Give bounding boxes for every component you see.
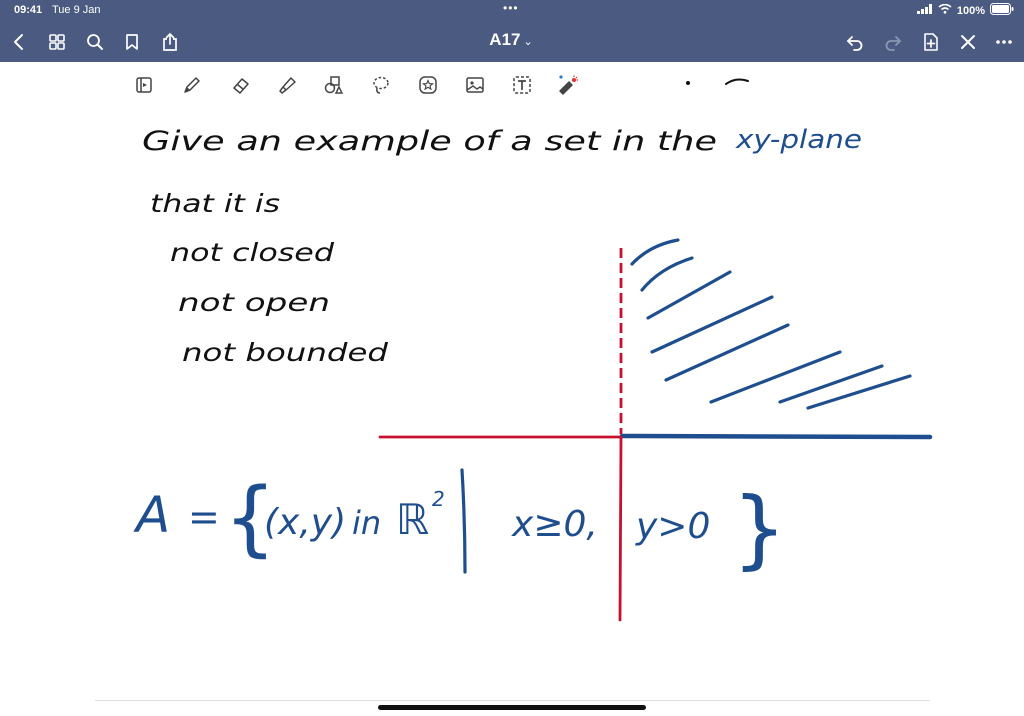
hatch-stroke [642, 258, 692, 290]
title-text: A17 [489, 30, 521, 49]
note-line-not-closed: not closed [170, 238, 335, 267]
undo-icon[interactable] [842, 29, 868, 55]
hatch-stroke [648, 272, 730, 318]
pen-icon[interactable] [178, 72, 204, 98]
battery-percent: 100% [956, 4, 985, 17]
eraser-icon[interactable] [228, 72, 254, 98]
formula-open-brace: { [224, 471, 277, 566]
tool-bar [0, 62, 1024, 106]
lasso-icon[interactable] [368, 72, 394, 98]
formula-condition-x: x≥0, [512, 504, 598, 545]
note-canvas[interactable] [0, 106, 1024, 716]
formula-equals: = [188, 495, 220, 539]
pen-size-dot[interactable] [686, 81, 690, 85]
formula-in: in [352, 504, 382, 542]
highlighter-icon[interactable] [274, 72, 300, 98]
bookmark-icon[interactable] [119, 29, 145, 55]
reader-icon[interactable] [131, 72, 157, 98]
search-icon[interactable] [82, 29, 108, 55]
laser-pointer-icon[interactable] [555, 72, 581, 98]
hatch-stroke [780, 366, 882, 402]
region-hatching [632, 240, 910, 408]
shapes-icon[interactable] [320, 72, 346, 98]
chevron-down-icon: ⌄ [523, 36, 533, 48]
text-icon[interactable] [509, 72, 535, 98]
formula-separator-bar [462, 470, 465, 572]
redo-icon[interactable] [880, 29, 906, 55]
status-date: Tue 9 Jan [52, 4, 101, 16]
set-definition [133, 471, 787, 579]
hatch-stroke [808, 376, 910, 408]
note-line-xy-plane: xy-plane [734, 125, 862, 155]
image-icon[interactable] [462, 72, 488, 98]
share-icon[interactable] [157, 29, 183, 55]
formula-space: ℝ [396, 495, 430, 544]
formula-tuple: (x,y) [264, 502, 347, 543]
page-edge [95, 700, 930, 701]
note-line-that-it-is: that it is [150, 189, 280, 218]
formula-set-name: A [136, 486, 171, 544]
nav-bar [0, 22, 1024, 62]
home-indicator[interactable] [378, 705, 646, 710]
formula-exponent: 2 [432, 487, 445, 511]
status-bar [0, 0, 1024, 22]
x-axis-positive-boundary [622, 436, 930, 437]
close-icon[interactable] [955, 29, 981, 55]
battery-icon [990, 3, 1014, 18]
more-icon[interactable] [991, 29, 1017, 55]
wifi-icon [938, 4, 952, 17]
hatch-stroke [632, 240, 678, 264]
formula-close-brace: } [732, 479, 787, 579]
hatch-stroke [711, 352, 840, 402]
note-line-not-bounded: not bounded [182, 338, 389, 367]
hatch-stroke [666, 325, 788, 380]
add-page-icon[interactable] [918, 29, 944, 55]
multitask-dots-icon[interactable]: ••• [503, 1, 519, 15]
pen-color-swatch[interactable] [724, 75, 750, 87]
grid-icon[interactable] [44, 29, 70, 55]
formula-condition-y: y>0 [636, 506, 711, 547]
document-title[interactable] [466, 30, 556, 50]
note-line-question: Give an example of a set in the [142, 126, 717, 157]
note-line-not-open: not open [178, 288, 330, 317]
back-icon[interactable] [6, 29, 32, 55]
y-axis-negative [620, 437, 621, 620]
sticker-icon[interactable] [415, 72, 441, 98]
signal-icon [917, 4, 933, 17]
status-time: 09:41 [14, 4, 43, 16]
